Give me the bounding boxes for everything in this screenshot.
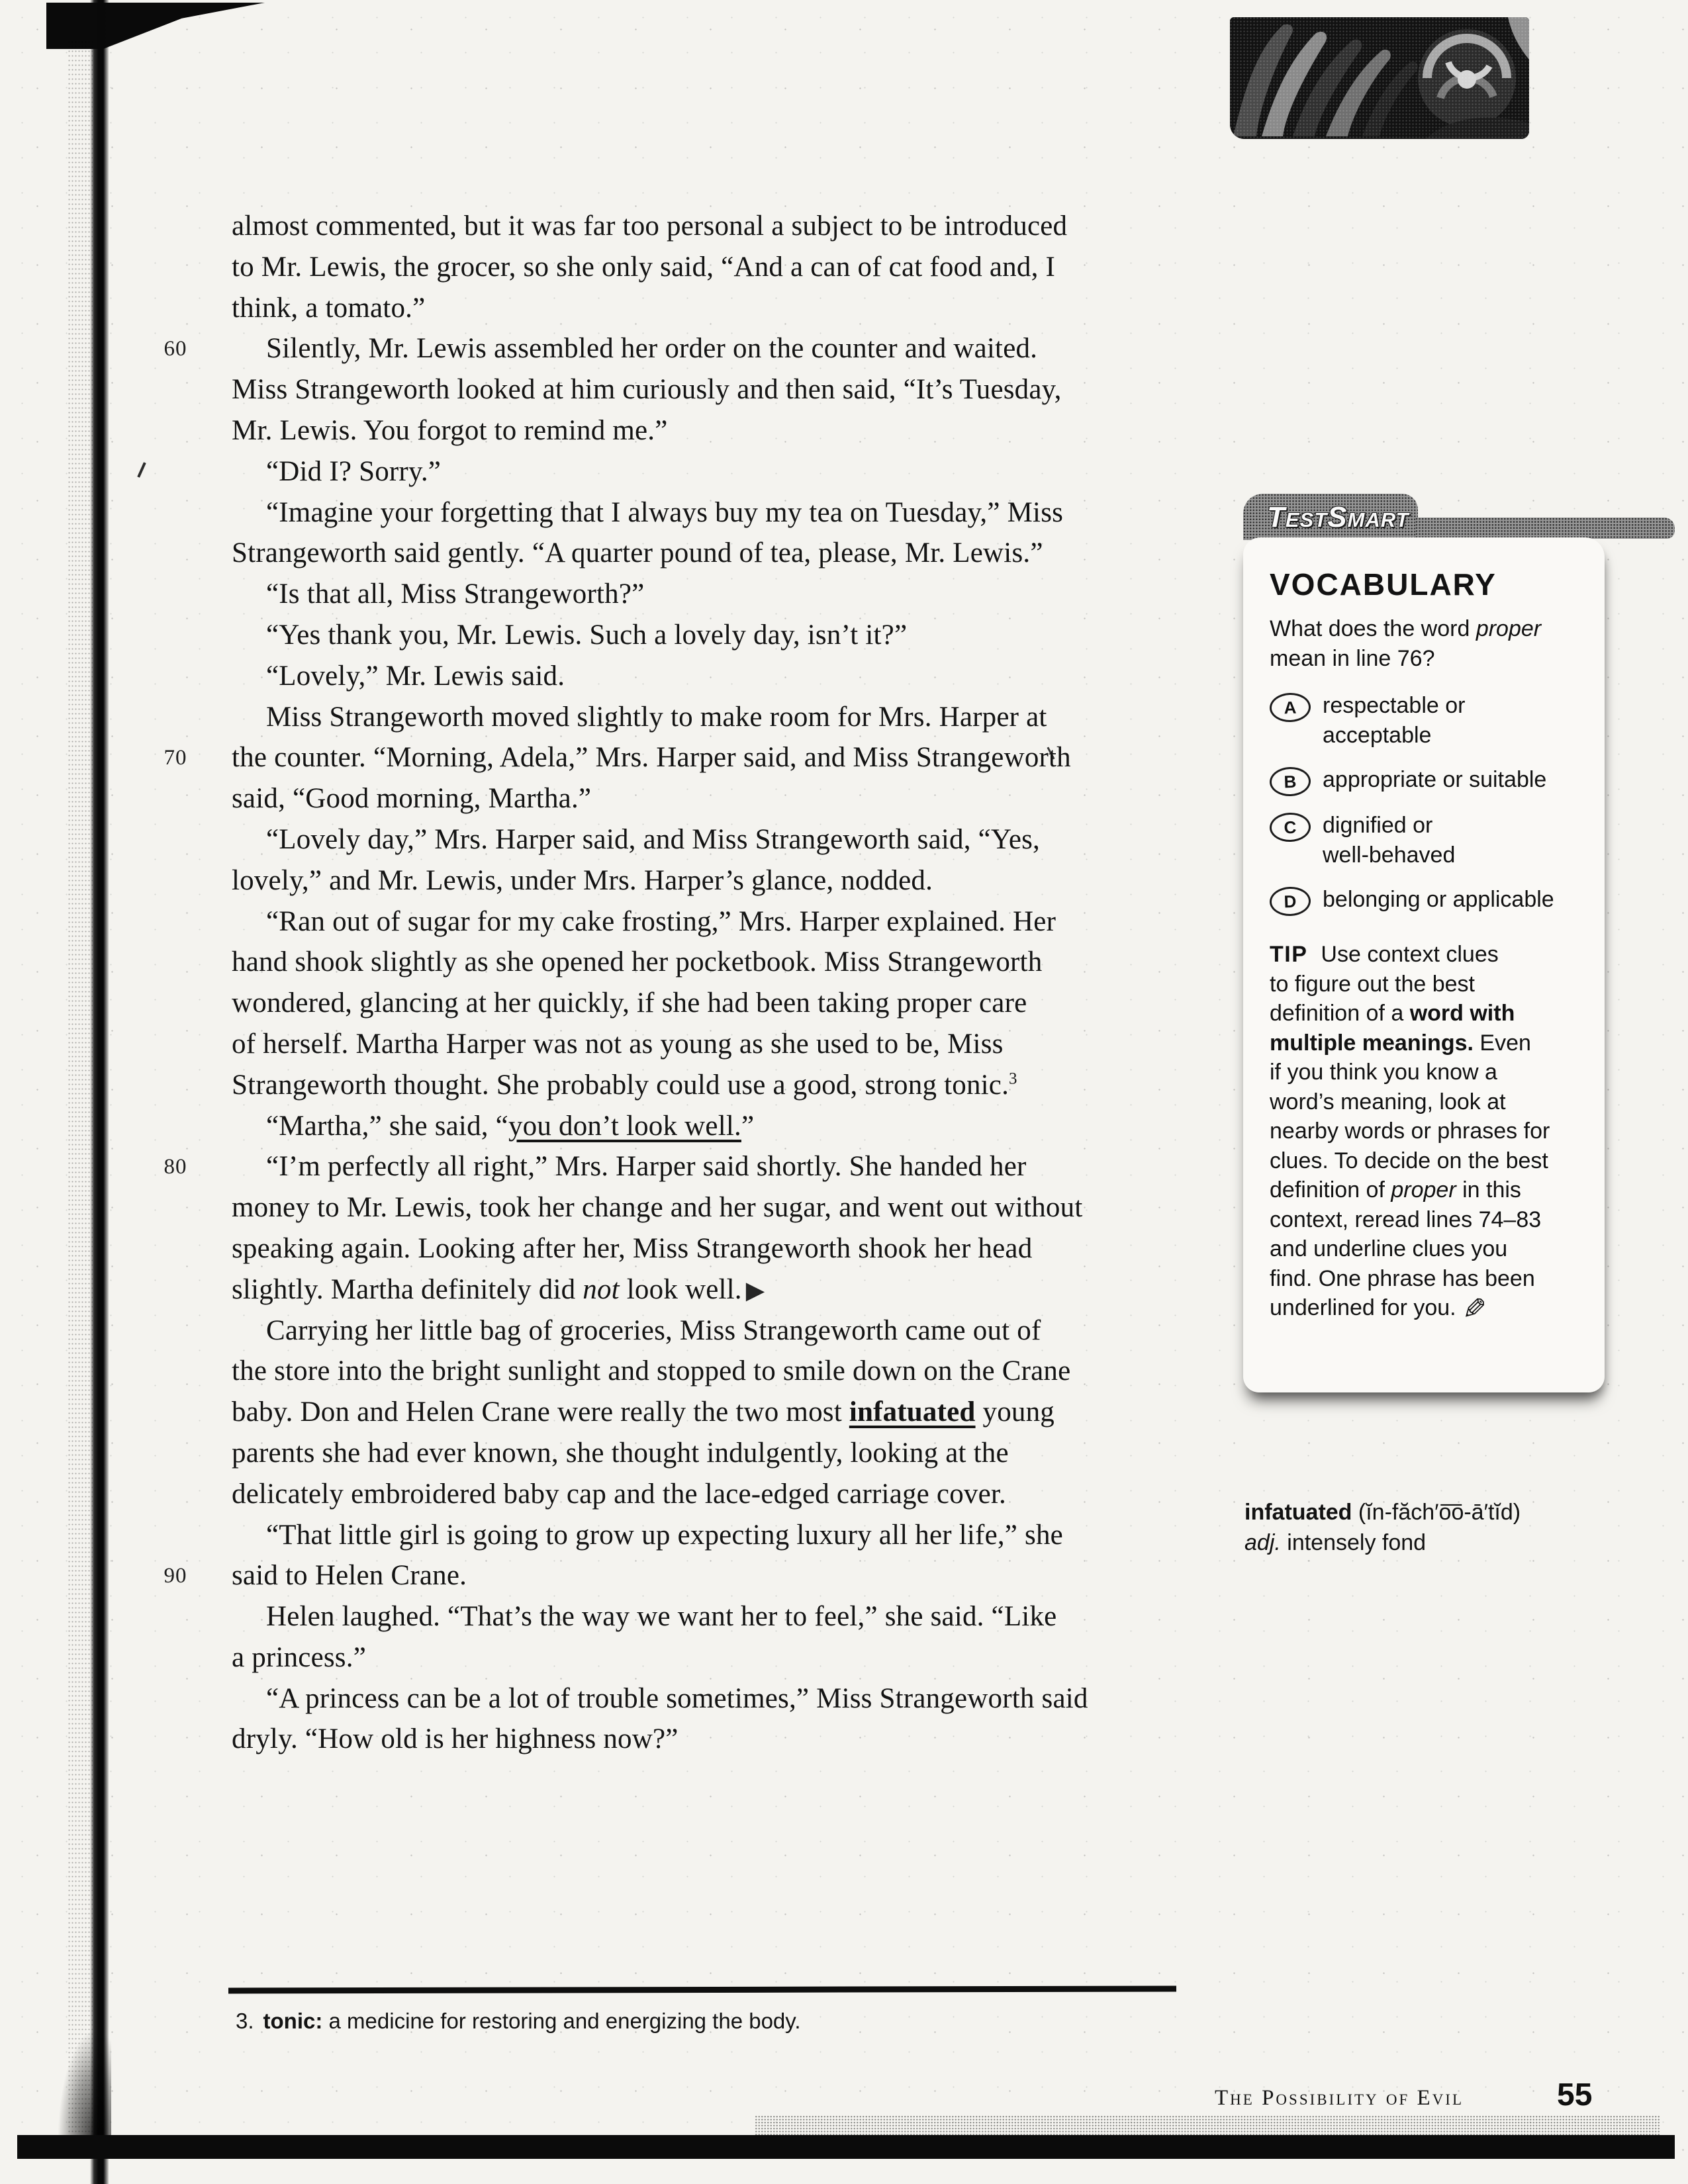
story-line (232, 942, 1152, 983)
vocab-note-term: infatuated (1244, 1500, 1352, 1525)
text-segment: infatuated (849, 1396, 976, 1428)
story-line (232, 1515, 1152, 1556)
story-line (232, 1269, 1152, 1310)
story-line (232, 778, 1152, 819)
text-segment: proper (1476, 616, 1542, 641)
text-segment: What does the word (1270, 616, 1476, 641)
text-segment: think, a tomato.” (232, 292, 426, 324)
scan-binding-stripe (90, 0, 109, 2184)
scan-binding-fuzz (68, 40, 93, 2144)
text-segment: multiple meanings. (1270, 1030, 1474, 1056)
story-line (232, 1228, 1152, 1269)
text-segment: slightly. Martha definitely did (232, 1273, 583, 1305)
text-segment: look well. (619, 1273, 742, 1305)
story-line (232, 697, 1152, 738)
story-text-column (164, 206, 1152, 1760)
tip-line (1270, 1058, 1589, 1087)
tip-line: underlined for you. ✎ (1270, 1293, 1487, 1326)
story-line (232, 206, 1152, 247)
text-segment: find. One phrase has been (1270, 1265, 1535, 1291)
text-segment: parents she had ever known, she thought indulgently, looking at the (232, 1437, 1009, 1469)
story-line (232, 247, 1152, 288)
story-line (232, 656, 1152, 697)
text-segment: hand shook slightly as she opened her pocketbook. Miss Strangeworth (232, 946, 1043, 978)
story-line (232, 369, 1152, 410)
tip-paragraph (1270, 940, 1589, 1326)
text-segment: definition of (1270, 1177, 1391, 1203)
roses-photo (1230, 17, 1529, 139)
testsmart-banner-tab (1243, 494, 1418, 540)
testsmart-logo: TestSmart (1267, 501, 1409, 533)
text-segment: of herself. Martha Harper was not as young as she used to be, Miss (232, 1028, 1004, 1060)
line-number: 90 (164, 1564, 187, 1588)
text-segment: delicately embroidered baby cap and the lace-edged carriage cover. (232, 1478, 1006, 1510)
text-segment: “I’m perfectly all right,” Mrs. Harper said shortly. She handed her (266, 1151, 1027, 1183)
option-text-line: appropriate or suitable (1323, 767, 1547, 792)
line-number: 80 (164, 1155, 187, 1179)
option-text-line: belonging or applicable (1323, 887, 1554, 912)
text-segment: lovely,” and Mr. Lewis, under Mrs. Harper’s glance, nodded. (232, 864, 933, 896)
story-line (232, 1106, 1152, 1147)
text-segment: the store into the bright sunlight and stopped to smile down on the Crane (232, 1355, 1071, 1387)
option-letter-circle: C (1269, 812, 1311, 842)
testsmart-sidebar-box (1243, 537, 1605, 1392)
text-segment: “A princess can be a lot of trouble sometimes,” Miss Strangeworth said (266, 1682, 1088, 1714)
running-footer-title: The Possibility of Evil (1215, 2086, 1464, 2110)
scan-bottom-band (17, 2135, 1675, 2159)
testsmart-banner-extension (1415, 518, 1675, 539)
tip-line (1270, 1234, 1589, 1264)
option-text (1323, 765, 1546, 796)
text-segment: baby. Don and Helen Crane were really the two most (232, 1396, 849, 1428)
footnote-number: 3. (236, 2009, 254, 2033)
text-segment: young (975, 1396, 1055, 1428)
text-segment: not (583, 1273, 620, 1305)
text-segment: Use context clues (1321, 942, 1499, 967)
text-segment: “Martha,” she said, “ (266, 1110, 508, 1142)
text-segment: proper (1391, 1177, 1456, 1203)
text-segment: said, “Good morning, Martha.” (232, 783, 592, 815)
story-line (232, 1596, 1152, 1637)
text-segment: Strangeworth thought. She probably could use a good, strong tonic. (232, 1069, 1009, 1101)
story-line (232, 1678, 1152, 1719)
answer-option-d (1270, 885, 1589, 916)
text-segment: TIP (1270, 942, 1308, 967)
text-segment: Helen laughed. “That’s the way we want her to feel,” she said. “Like (266, 1601, 1057, 1633)
text-segment: Mr. Lewis. You forgot to remind me.” (232, 414, 668, 446)
footnote-text: a medicine for restoring and energizing the body. (322, 2009, 801, 2033)
vocabulary-heading: VOCABULARY (1270, 567, 1497, 602)
story-line (232, 1719, 1152, 1760)
question-line (1270, 644, 1589, 674)
text-segment: if you think you know a (1270, 1060, 1497, 1085)
text-segment: word’s meaning, look at (1270, 1089, 1506, 1115)
story-line (232, 1637, 1152, 1678)
vocabulary-question (1270, 614, 1589, 674)
option-text (1323, 885, 1554, 916)
text-segment: “Ran out of sugar for my cake frosting,” Mrs. Harper explained. Her (266, 905, 1056, 937)
vocab-note-definition-line (1244, 1527, 1642, 1558)
text-segment: in this (1456, 1177, 1521, 1203)
text-segment: wondered, glancing at her quickly, if she had been taking proper care (232, 987, 1027, 1019)
answer-option-a (1270, 691, 1589, 751)
answer-options (1270, 691, 1589, 916)
text-segment: “Imagine your forgetting that I always buy my tea on Tuesday,” Miss (266, 496, 1064, 528)
vocab-note-definition: intensely fond (1280, 1530, 1427, 1555)
story-line (232, 451, 1152, 492)
story-line (232, 410, 1152, 451)
story-line (232, 288, 1152, 329)
text-segment: a princess.” (232, 1641, 366, 1673)
option-text-line: acceptable (1323, 723, 1432, 748)
option-text (1323, 691, 1465, 751)
vocab-note-part-of-speech: adj. (1244, 1530, 1281, 1555)
story-line (232, 1310, 1152, 1351)
text-segment: underlined for you. (1270, 1295, 1463, 1320)
text-segment: dryly. “How old is her highness now?” (232, 1723, 679, 1755)
option-letter-circle: D (1269, 886, 1311, 917)
vocab-note-pronunciation: (ĭn-făch′o͞o-ā′tĭd) (1352, 1500, 1521, 1525)
story-line (232, 574, 1152, 615)
text-segment: you don’t look well. (508, 1110, 741, 1142)
story-line (232, 1024, 1152, 1065)
text-segment: the counter. “Morning, Adela,” Mrs. Harper said, and Miss Strangeworth (232, 742, 1071, 774)
story-line (232, 615, 1152, 656)
scan-stray-mark (137, 462, 146, 478)
tip-line (1270, 1205, 1589, 1235)
tip-line (1270, 1116, 1589, 1146)
text-segment: context, reread lines 74–83 (1270, 1206, 1542, 1232)
text-segment: nearby words or phrases for (1270, 1118, 1550, 1144)
answer-option-b (1270, 765, 1589, 796)
story-line (232, 492, 1152, 533)
text-segment: Miss Strangeworth moved slightly to make room for Mrs. Harper at (266, 701, 1047, 733)
answer-option-c (1270, 811, 1589, 870)
option-letter-circle: B (1269, 766, 1311, 797)
option-text (1323, 811, 1455, 870)
text-segment: clues. To decide on the best (1270, 1148, 1548, 1173)
story-line (232, 860, 1152, 901)
text-segment: money to Mr. Lewis, took her change and her sugar, and went out without (232, 1192, 1083, 1224)
tip-line (1270, 1087, 1589, 1117)
text-segment: Silently, Mr. Lewis assembled her order on the counter and waited. (266, 333, 1038, 365)
story-line (232, 901, 1152, 942)
halftone-overlay (1230, 17, 1529, 139)
option-text-line: dignified or (1323, 813, 1433, 838)
story-line (232, 1433, 1152, 1474)
footnote (236, 2007, 1229, 2036)
text-segment: to figure out the best (1270, 971, 1475, 997)
tip-line (1270, 970, 1589, 999)
option-text-line: respectable or (1323, 693, 1466, 718)
text-segment: Strangeworth said gently. “A quarter pound of tea, please, Mr. Lewis.” (232, 537, 1043, 569)
text-segment: “Did I? Sorry.” (266, 455, 442, 487)
tip-line (1270, 1264, 1589, 1294)
story-line (164, 1555, 1152, 1596)
story-line (164, 737, 1152, 778)
question-line (1270, 614, 1589, 644)
story-line (164, 328, 1152, 369)
line-number: 70 (164, 746, 187, 770)
text-segment: Carrying her little bag of groceries, Miss Strangeworth came out of (266, 1314, 1041, 1346)
text-segment: “Is that all, Miss Strangeworth?” (266, 578, 645, 610)
text-segment: ” (741, 1110, 755, 1142)
text-segment: “That little girl is going to grow up expecting luxury all her life,” she (266, 1519, 1063, 1551)
vocab-note-headword-line (1244, 1497, 1642, 1527)
tip-line (1270, 1028, 1589, 1058)
text-segment: speaking again. Looking after her, Miss Strangeworth shook her head (232, 1232, 1033, 1264)
story-line (232, 1065, 1152, 1106)
text-segment: “Yes thank you, Mr. Lewis. Such a lovely day, isn’t it?” (266, 619, 908, 651)
page-number: 55 (1557, 2077, 1593, 2113)
scan-binding-bottom-blur (58, 2032, 111, 2144)
tip-line (1270, 940, 1589, 970)
vocab-margin-note (1244, 1497, 1642, 1558)
text-segment: said to Helen Crane. (232, 1560, 467, 1592)
text-segment: and underline clues you (1270, 1236, 1508, 1261)
story-line (164, 1146, 1152, 1187)
story-line (232, 819, 1152, 860)
story-line (232, 983, 1152, 1024)
tip-line (1270, 1175, 1589, 1205)
text-segment: definition of a (1270, 1001, 1410, 1026)
text-segment: 3 (1009, 1069, 1017, 1088)
line-number: 60 (164, 337, 187, 361)
story-line (232, 1392, 1152, 1433)
text-segment: Even (1473, 1030, 1531, 1056)
tip-line (1270, 999, 1589, 1028)
tip-line (1270, 1146, 1589, 1176)
text-segment: Miss Strangeworth looked at him curiously and then said, “It’s Tuesday, (232, 374, 1062, 406)
text-segment: word with (1409, 1001, 1515, 1026)
continue-arrow-icon: ▶ (745, 1275, 765, 1304)
option-letter-circle: A (1269, 692, 1311, 723)
text-segment: to Mr. Lewis, the grocer, so she only said, “And a can of cat food and, I (232, 251, 1056, 283)
story-line (232, 1474, 1152, 1515)
footnote-term: tonic: (263, 2009, 323, 2033)
text-segment: mean in line 76? (1270, 646, 1435, 671)
text-segment: “Lovely day,” Mrs. Harper said, and Miss Strangeworth said, “Yes, (266, 823, 1041, 855)
option-text-line: well-behaved (1323, 842, 1456, 868)
story-line (232, 1187, 1152, 1228)
story-line (232, 1351, 1152, 1392)
footnote-rule (228, 1986, 1176, 1994)
text-segment: “Lovely,” Mr. Lewis said. (266, 660, 565, 692)
story-line (232, 533, 1152, 574)
text-segment: almost commented, but it was far too personal a subject to be introduced (232, 210, 1068, 242)
